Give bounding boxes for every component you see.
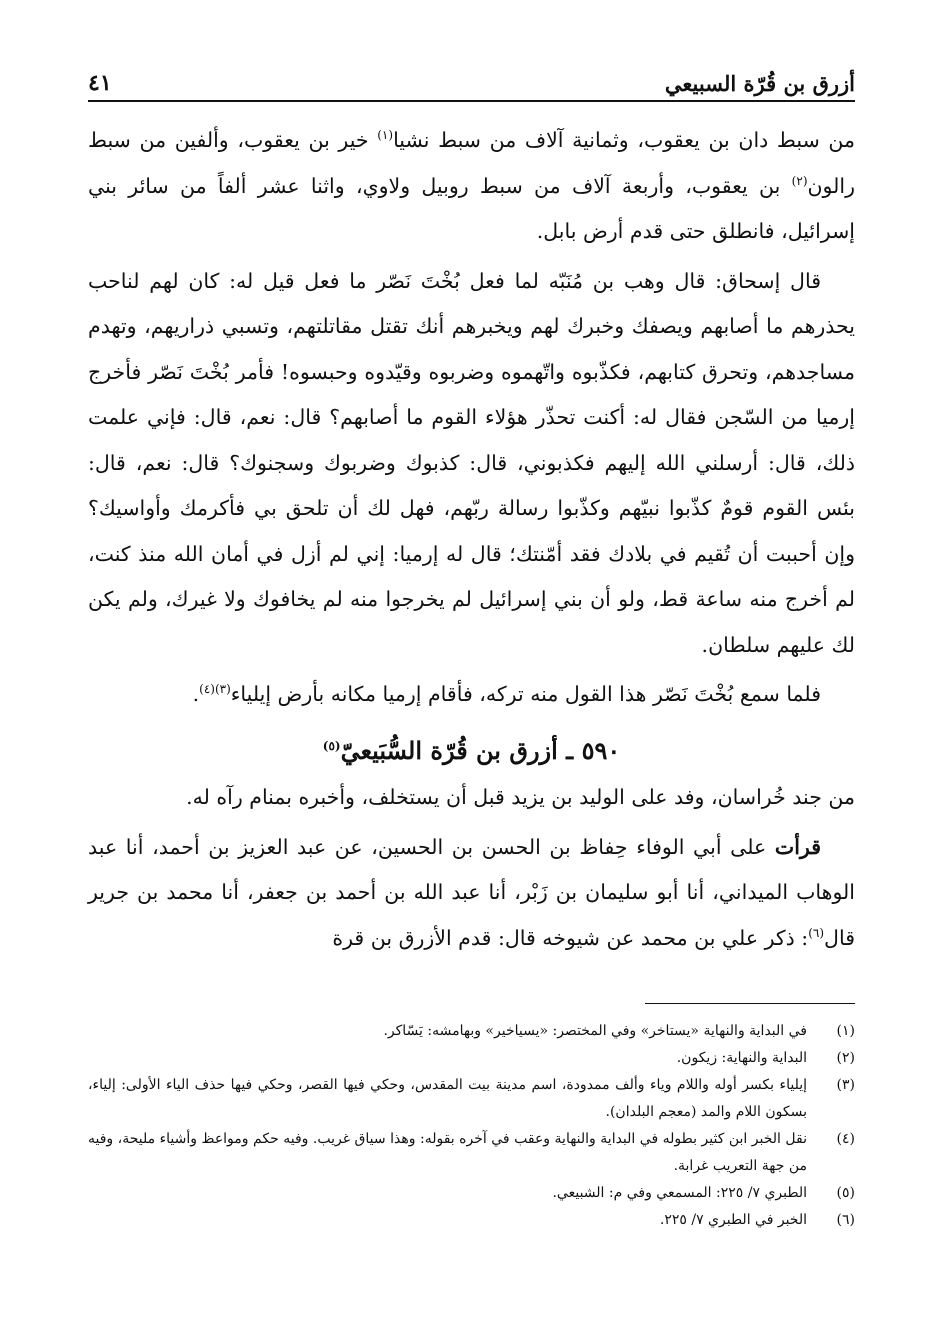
footnote-text: البداية والنهاية: زيكون. <box>676 1050 807 1066</box>
page-header <box>88 60 855 102</box>
entry-heading: ٥٩٠ ـ أزرق بن قُرّة السُّبَيعيّ$^{(٥)}$ <box>322 735 621 765</box>
paragraph-4: من جند خُراسان، وفد على الوليد بن يزيد قبل أن يستخلف، وأخبره بمنام رآه له. <box>186 785 855 809</box>
footnote-number: (٤) <box>836 1131 855 1147</box>
footnote-ref-6: (٦) <box>808 925 825 940</box>
footnote-number: (٣) <box>836 1077 855 1093</box>
page-number: ٤١ <box>88 70 112 96</box>
lead-word: قرأت <box>774 834 821 859</box>
footnote-ref-3-4: (٣)(٤) <box>199 682 231 697</box>
footnote-text: الخبر في الطبري ٧/ ٢٢٥. <box>659 1212 807 1228</box>
footnotes <box>88 1018 855 1234</box>
footnote-number: (٦) <box>836 1212 855 1228</box>
footnote-number: (١) <box>836 1023 855 1039</box>
footnote-text: إيلياء بكسر أوله واللام وياء وألف ممدودة، اسم مدينة بيت المقدس، وحكي فيها القصر، وحكي فيها حذف الياء الأولى: إلياء، بسكون اللام والمد (معجم البلدان). <box>88 1077 807 1120</box>
footnote-separator <box>645 1003 855 1004</box>
footnote <box>88 1072 855 1126</box>
footnote-ref-2: (٢) <box>791 173 808 188</box>
footnote-number: (٥) <box>836 1185 855 1201</box>
footnote-text: نقل الخبر ابن كثير بطوله في البداية والنهاية وعقب في آخره بقوله: وهذا سياق غريب. وفيه حكم ومواعظ وأشياء مليحة، وفيه من جهة التعريب غرابة. <box>88 1131 807 1174</box>
paragraph-3: فلما سمع بُخْتَ نَصّر هذا القول منه تركه، فأقام إرميا مكانه بأرض إيلياء$^{(٣)(٤)}$. <box>192 682 821 706</box>
footnote-text: في البداية والنهاية «يستاخر» وفي المختصر: «يسياخير» وبهامشه: يَسّاكر. <box>383 1023 807 1039</box>
footnote-ref-5: (٥) <box>322 738 341 753</box>
footnote <box>88 1018 855 1045</box>
paragraph-5: قرأت على أبي الوفاء حِفاظ بن الحسن بن الحسين، عن عبد العزيز بن أحمد، أنا عبد الوهاب الميداني، أنا أبو سليمان بن زَبْر، أنا عبد الله بن أحمد بن جعفر، أنا محمد بن جرير قال$^{(٦)}$: ذكر علي بن محمد عن شيوخه قال: قدم الأزرق بن قرة <box>88 834 855 950</box>
footnote-text: الطبري ٧/ ٢٢٥: المسمعي وفي م: الشبيعي. <box>552 1185 807 1201</box>
main-text <box>88 118 855 965</box>
footnote-number: (٢) <box>836 1050 855 1066</box>
paragraph-1: من سبط دان بن يعقوب، وثمانية آلاف من سبط نشيا$^{(١)}$ خير بن يعقوب، وألفين من سبط رالون$^{(٢)}$ بن يعقوب، وأربعة آلاف من سبط روبيل ولاوي، واثنا عشر ألفاً من سائر بني إسرائيل، فانطلق حتى قدم أرض بابل. <box>88 128 855 243</box>
footnote <box>88 1207 855 1234</box>
footnote-ref-1: (١) <box>377 128 394 143</box>
running-title: أزرق بن قُرّة السبيعي <box>664 71 855 96</box>
paragraph-2: قال إسحاق: قال وهب بن مُنَبّه لما فعل بُخْتَ نَصّر ما فعل قيل له: كان لهم لناحب يحذرهم ما أصابهم ويصفك وخبرك لهم ويخبرهم أنك تقتل مقاتلتهم، وتسبي ذراريهم، وتهدم مساجدهم، وتحرق كتابهم، فكذّبوه واتّهموه وضربوه وقيّدوه وحبسوه! فأمر بُخْتَ نَصّر فأخرج إرميا من السّجن فقال له: أكنت تحذّر هؤلاء القوم ما أصابهم؟ قال: نعم، قال: فإني علمت ذلك، قال: أرسلني الله إليهم فكذبوني، قال: كذبوك وضربوك وسجنوك؟ قال: نعم، قال: بئس القوم قومٌ كذّبوا نبيّهم وكذّبوا رسالة ربّهم، فهل لك أن تلحق بي فأكرمك وأواسيك؟ وإن أحببت أن تُقيم في بلادك فقد أمّنتك؛ قال له إرميا: إني لم أزل في أمان الله منذ كنت، لم أخرج منه ساعة قط، ولو أن بني إسرائيل لم يخرجوا منه لم يخافوك ولا غيرك، ولم يكن لك عليهم سلطان. <box>88 268 855 657</box>
footnote <box>88 1126 855 1180</box>
footnote <box>88 1045 855 1072</box>
footnote <box>88 1180 855 1207</box>
